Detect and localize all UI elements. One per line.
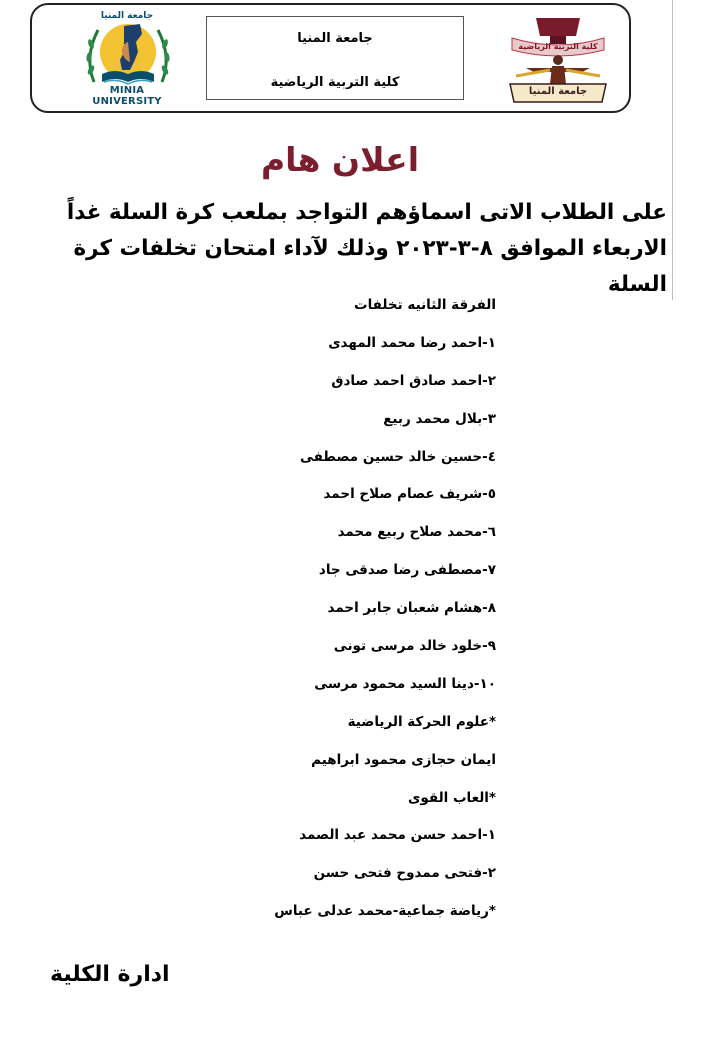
faculty-logo-text-top: كلية التربية الرياضية bbox=[518, 42, 598, 51]
university-name: جامعة المنيا bbox=[297, 31, 373, 46]
list-heading: الفرقة الثانيه تخلفات bbox=[354, 297, 496, 313]
list-item: ٥-شريف عصام صلاح احمد bbox=[323, 486, 496, 503]
announcement-title: اعلان هام bbox=[260, 140, 420, 179]
list-item: ٢-فتحى ممدوح فتحى حسن bbox=[313, 865, 496, 882]
list-item: ٣-بلال محمد ربيع bbox=[383, 410, 496, 427]
section-heading: *علوم الحركة الرياضية bbox=[347, 713, 496, 730]
list-item: ٤-حسين خالد حسين مصطفى bbox=[299, 448, 496, 465]
list-item: ٨-هشام شعبان جابر احمد bbox=[327, 600, 496, 617]
list-item: ٧-مصطفى رضا صدقى جاد bbox=[318, 562, 496, 579]
header-title-box bbox=[206, 16, 464, 100]
faculty-logo-text-bottom: جامعة المنيا bbox=[528, 86, 588, 97]
student-list bbox=[170, 290, 496, 934]
list-item: ١-احمد رضا محمد المهدى bbox=[328, 334, 496, 351]
list-item: ٩-خلود خالد مرسى تونى bbox=[333, 638, 496, 655]
announcement-intro: على الطلاب الاتى اسماؤهم التواجد بملعب كرة السلة غداً الاربعاء الموافق ٨-٣-٢٠٢٣ وذلك لآداء امتحان تخلفات كرة السلة bbox=[66, 200, 667, 297]
page-edge-rule bbox=[672, 0, 673, 300]
list-item: ١٠-دينا السيد محمود مرسى bbox=[314, 675, 496, 692]
section-heading: *رياضة جماعية-محمد عدلى عباس bbox=[274, 903, 496, 920]
section-heading: *العاب القوى bbox=[408, 789, 496, 806]
uni-logo-arabic-text: جامعة المنيا bbox=[100, 11, 154, 21]
faculty-administration-signature: ادارة الكلية bbox=[50, 962, 170, 987]
faculty-name: كلية التربية الرياضية bbox=[270, 75, 400, 90]
uni-logo-english-text: MINIA UNIVERSITY bbox=[92, 85, 162, 107]
list-item: ايمان حجازى محمود ابراهيم bbox=[311, 751, 496, 768]
list-item: ٢-احمد صادق احمد صادق bbox=[331, 372, 496, 389]
list-item: ١-احمد حسن محمد عبد الصمد bbox=[299, 827, 496, 844]
list-item: ٦-محمد صلاح ربيع محمد bbox=[337, 524, 496, 541]
